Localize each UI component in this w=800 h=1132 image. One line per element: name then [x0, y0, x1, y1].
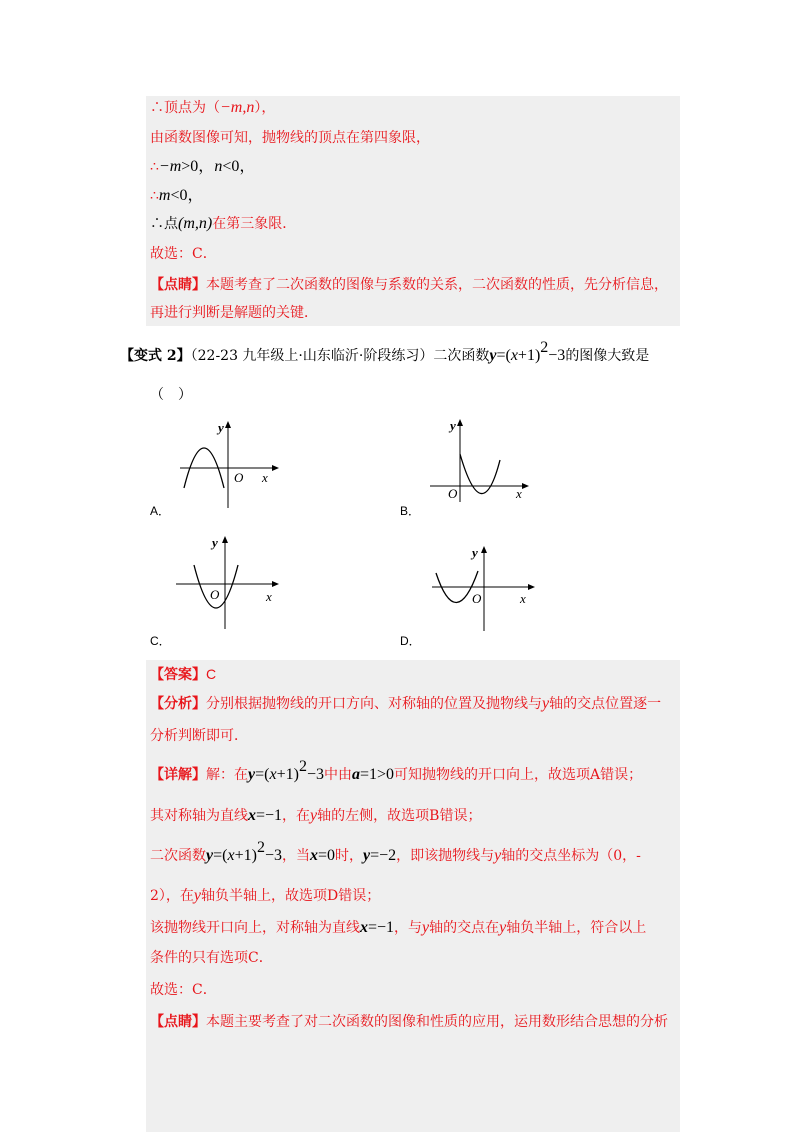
x-axis-label: x — [520, 591, 526, 606]
text-line: ∴点(m,n)在第三象限． — [150, 215, 297, 232]
answer-line: 【答案】C — [150, 666, 217, 683]
y-axis-label: y — [212, 535, 218, 550]
graph-option-d — [432, 545, 536, 633]
option-a-label[interactable]: A． — [150, 504, 171, 518]
graph-option-a — [180, 420, 280, 510]
detail-line: 2），在y轴负半轴上，故选项D错误； — [150, 887, 381, 904]
x-axis-label: x — [266, 589, 272, 604]
text-line: 由函数图像可知，抛物线的顶点在第四象限， — [150, 130, 430, 146]
detail-line: 故选：C． — [150, 982, 217, 998]
origin-label: O — [472, 591, 482, 606]
answer-parens: （ ） — [150, 387, 192, 403]
detail-line: 【详解】解：在$y=(x+1)^2-3$中由a=1>0可知抛物线的开口向上，故选项A错误； — [150, 758, 643, 783]
y-axis-label: y — [218, 420, 224, 435]
x-axis-label: x — [516, 486, 522, 501]
detail-line: 条件的只有选项C． — [150, 950, 273, 966]
text-line: 故选：C． — [150, 246, 217, 262]
graph-option-c — [176, 535, 280, 630]
analysis-line: 分析判断即可． — [150, 728, 248, 744]
option-d-label[interactable]: D． — [400, 634, 421, 648]
x-axis-label: x — [262, 470, 268, 485]
text-line: ∴顶点为（−m,n）， — [150, 99, 276, 116]
comment-line: 【点睛】本题主要考查了对二次函数的图像和性质的应用，运用数形结合思想的分析 — [150, 1014, 668, 1030]
y-axis-label: y — [472, 545, 478, 560]
text-line: 再进行判断是解题的关键． — [150, 305, 318, 321]
question-line: 【变式 2】（22-23 九年级上·山东临沂·阶段练习）二次函数$y=(x+1)^2-3$的图像大致是 — [120, 339, 650, 364]
origin-label: O — [448, 486, 458, 501]
text-line: ∴m<0， — [150, 187, 204, 204]
text-line: 【点睛】本题考查了二次函数的图像与系数的关系，二次函数的性质，先分析信息， — [150, 277, 668, 293]
detail-line: 二次函数$y=(x+1)^2-3$，当x=0时，y=−2，即该抛物线与y轴的交点坐标为（0，- — [150, 839, 641, 864]
analysis-line: 【分析】分别根据抛物线的开口方向、对称轴的位置及抛物线与y轴的交点位置逐一 — [150, 695, 662, 712]
origin-label: O — [210, 587, 220, 602]
graph-option-b — [430, 418, 530, 503]
option-b-label[interactable]: B． — [400, 504, 421, 518]
detail-line: 其对称轴为直线x=−1，在y轴的左侧，故选项B错误； — [150, 807, 482, 824]
detail-line: 该抛物线开口向上，对称轴为直线x=−1，与y轴的交点在y轴负半轴上，符合以上 — [150, 919, 647, 936]
text-line: ∴−m>0，n<0， — [150, 158, 256, 175]
y-axis-label: y — [450, 418, 456, 433]
option-c-label[interactable]: C． — [150, 634, 171, 648]
origin-label: O — [234, 470, 244, 485]
